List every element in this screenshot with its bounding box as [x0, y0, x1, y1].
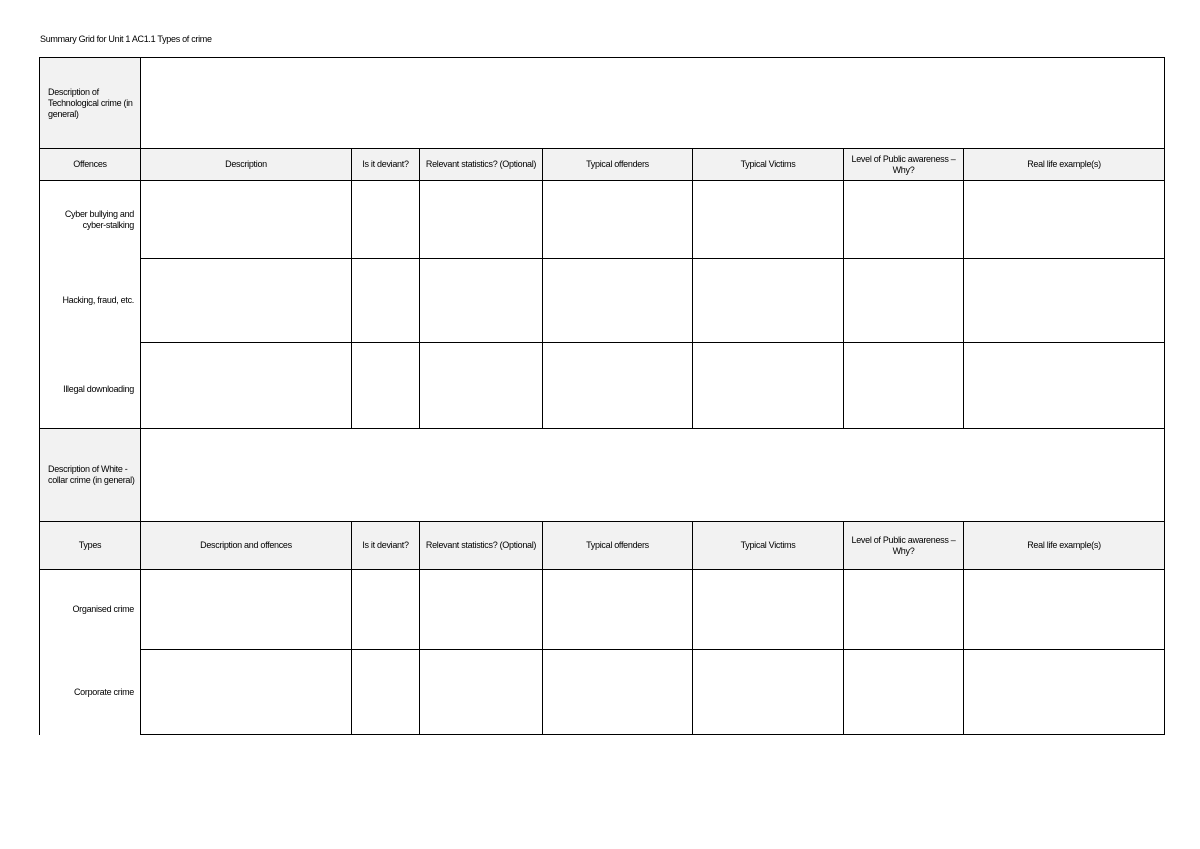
- header-is-it-deviant: Is it deviant?: [352, 522, 420, 570]
- table-row: [40, 343, 1165, 429]
- answer-cell[interactable]: [420, 570, 543, 650]
- answer-cell[interactable]: [543, 259, 693, 343]
- white-collar-description-row: [40, 429, 1165, 522]
- answer-cell[interactable]: [352, 650, 420, 735]
- white-collar-description-label: Description of White -collar crime (in general): [40, 429, 141, 522]
- answer-cell[interactable]: [420, 181, 543, 259]
- header-relevant-statistics: Relevant statistics? (Optional): [420, 522, 543, 570]
- header-description-and-offences: Description and offences: [141, 522, 352, 570]
- answer-cell[interactable]: [141, 181, 352, 259]
- answer-cell[interactable]: [420, 259, 543, 343]
- answer-cell[interactable]: [844, 650, 964, 735]
- answer-cell[interactable]: [964, 650, 1165, 735]
- header-types: Types: [40, 522, 141, 570]
- answer-cell[interactable]: [141, 343, 352, 429]
- table-row: [40, 650, 1165, 735]
- header-real-life-examples: Real life example(s): [964, 149, 1165, 181]
- header-offences: Offences: [40, 149, 141, 181]
- answer-cell[interactable]: [141, 259, 352, 343]
- answer-cell[interactable]: [844, 181, 964, 259]
- answer-cell[interactable]: [420, 343, 543, 429]
- document-title: Summary Grid for Unit 1 AC1.1 Types of crime: [40, 34, 212, 44]
- answer-cell[interactable]: [964, 259, 1165, 343]
- header-real-life-examples: Real life example(s): [964, 522, 1165, 570]
- row-label-hacking-fraud: Hacking, fraud, etc.: [40, 259, 141, 343]
- header-relevant-statistics: Relevant statistics? (Optional): [420, 149, 543, 181]
- header-public-awareness: Level of Public awareness – Why?: [844, 149, 964, 181]
- answer-cell[interactable]: [693, 181, 844, 259]
- answer-cell[interactable]: [352, 570, 420, 650]
- summary-grid-table: [39, 57, 1165, 735]
- answer-cell[interactable]: [693, 650, 844, 735]
- answer-cell[interactable]: [141, 570, 352, 650]
- answer-cell[interactable]: [693, 343, 844, 429]
- answer-cell[interactable]: [693, 259, 844, 343]
- answer-cell[interactable]: [141, 650, 352, 735]
- header-typical-victims: Typical Victims: [693, 149, 844, 181]
- answer-cell[interactable]: [543, 570, 693, 650]
- answer-cell[interactable]: [543, 650, 693, 735]
- header-public-awareness: Level of Public awareness – Why?: [844, 522, 964, 570]
- answer-cell[interactable]: [844, 259, 964, 343]
- white-collar-header-row: [40, 522, 1165, 570]
- technological-description-cell[interactable]: [141, 58, 1165, 149]
- technological-header-row: [40, 149, 1165, 181]
- answer-cell[interactable]: [543, 181, 693, 259]
- header-typical-offenders: Typical offenders: [543, 522, 693, 570]
- header-typical-victims: Typical Victims: [693, 522, 844, 570]
- header-is-it-deviant: Is it deviant?: [352, 149, 420, 181]
- white-collar-description-cell[interactable]: [141, 429, 1165, 522]
- technological-description-label: Description of Technological crime (in general): [40, 58, 141, 149]
- answer-cell[interactable]: [352, 343, 420, 429]
- row-label-organised-crime: Organised crime: [40, 570, 141, 650]
- answer-cell[interactable]: [352, 181, 420, 259]
- technological-description-row: [40, 58, 1165, 149]
- answer-cell[interactable]: [844, 343, 964, 429]
- table-row: [40, 181, 1165, 259]
- table-row: [40, 570, 1165, 650]
- row-label-cyber-bullying: Cyber bullying and cyber-stalking: [40, 181, 141, 259]
- header-description: Description: [141, 149, 352, 181]
- answer-cell[interactable]: [964, 570, 1165, 650]
- answer-cell[interactable]: [964, 181, 1165, 259]
- answer-cell[interactable]: [844, 570, 964, 650]
- answer-cell[interactable]: [964, 343, 1165, 429]
- answer-cell[interactable]: [352, 259, 420, 343]
- header-typical-offenders: Typical offenders: [543, 149, 693, 181]
- answer-cell[interactable]: [543, 343, 693, 429]
- row-label-illegal-downloading: Illegal downloading: [40, 343, 141, 429]
- table-row: [40, 259, 1165, 343]
- answer-cell[interactable]: [693, 570, 844, 650]
- row-label-corporate-crime: Corporate crime: [40, 650, 141, 735]
- answer-cell[interactable]: [420, 650, 543, 735]
